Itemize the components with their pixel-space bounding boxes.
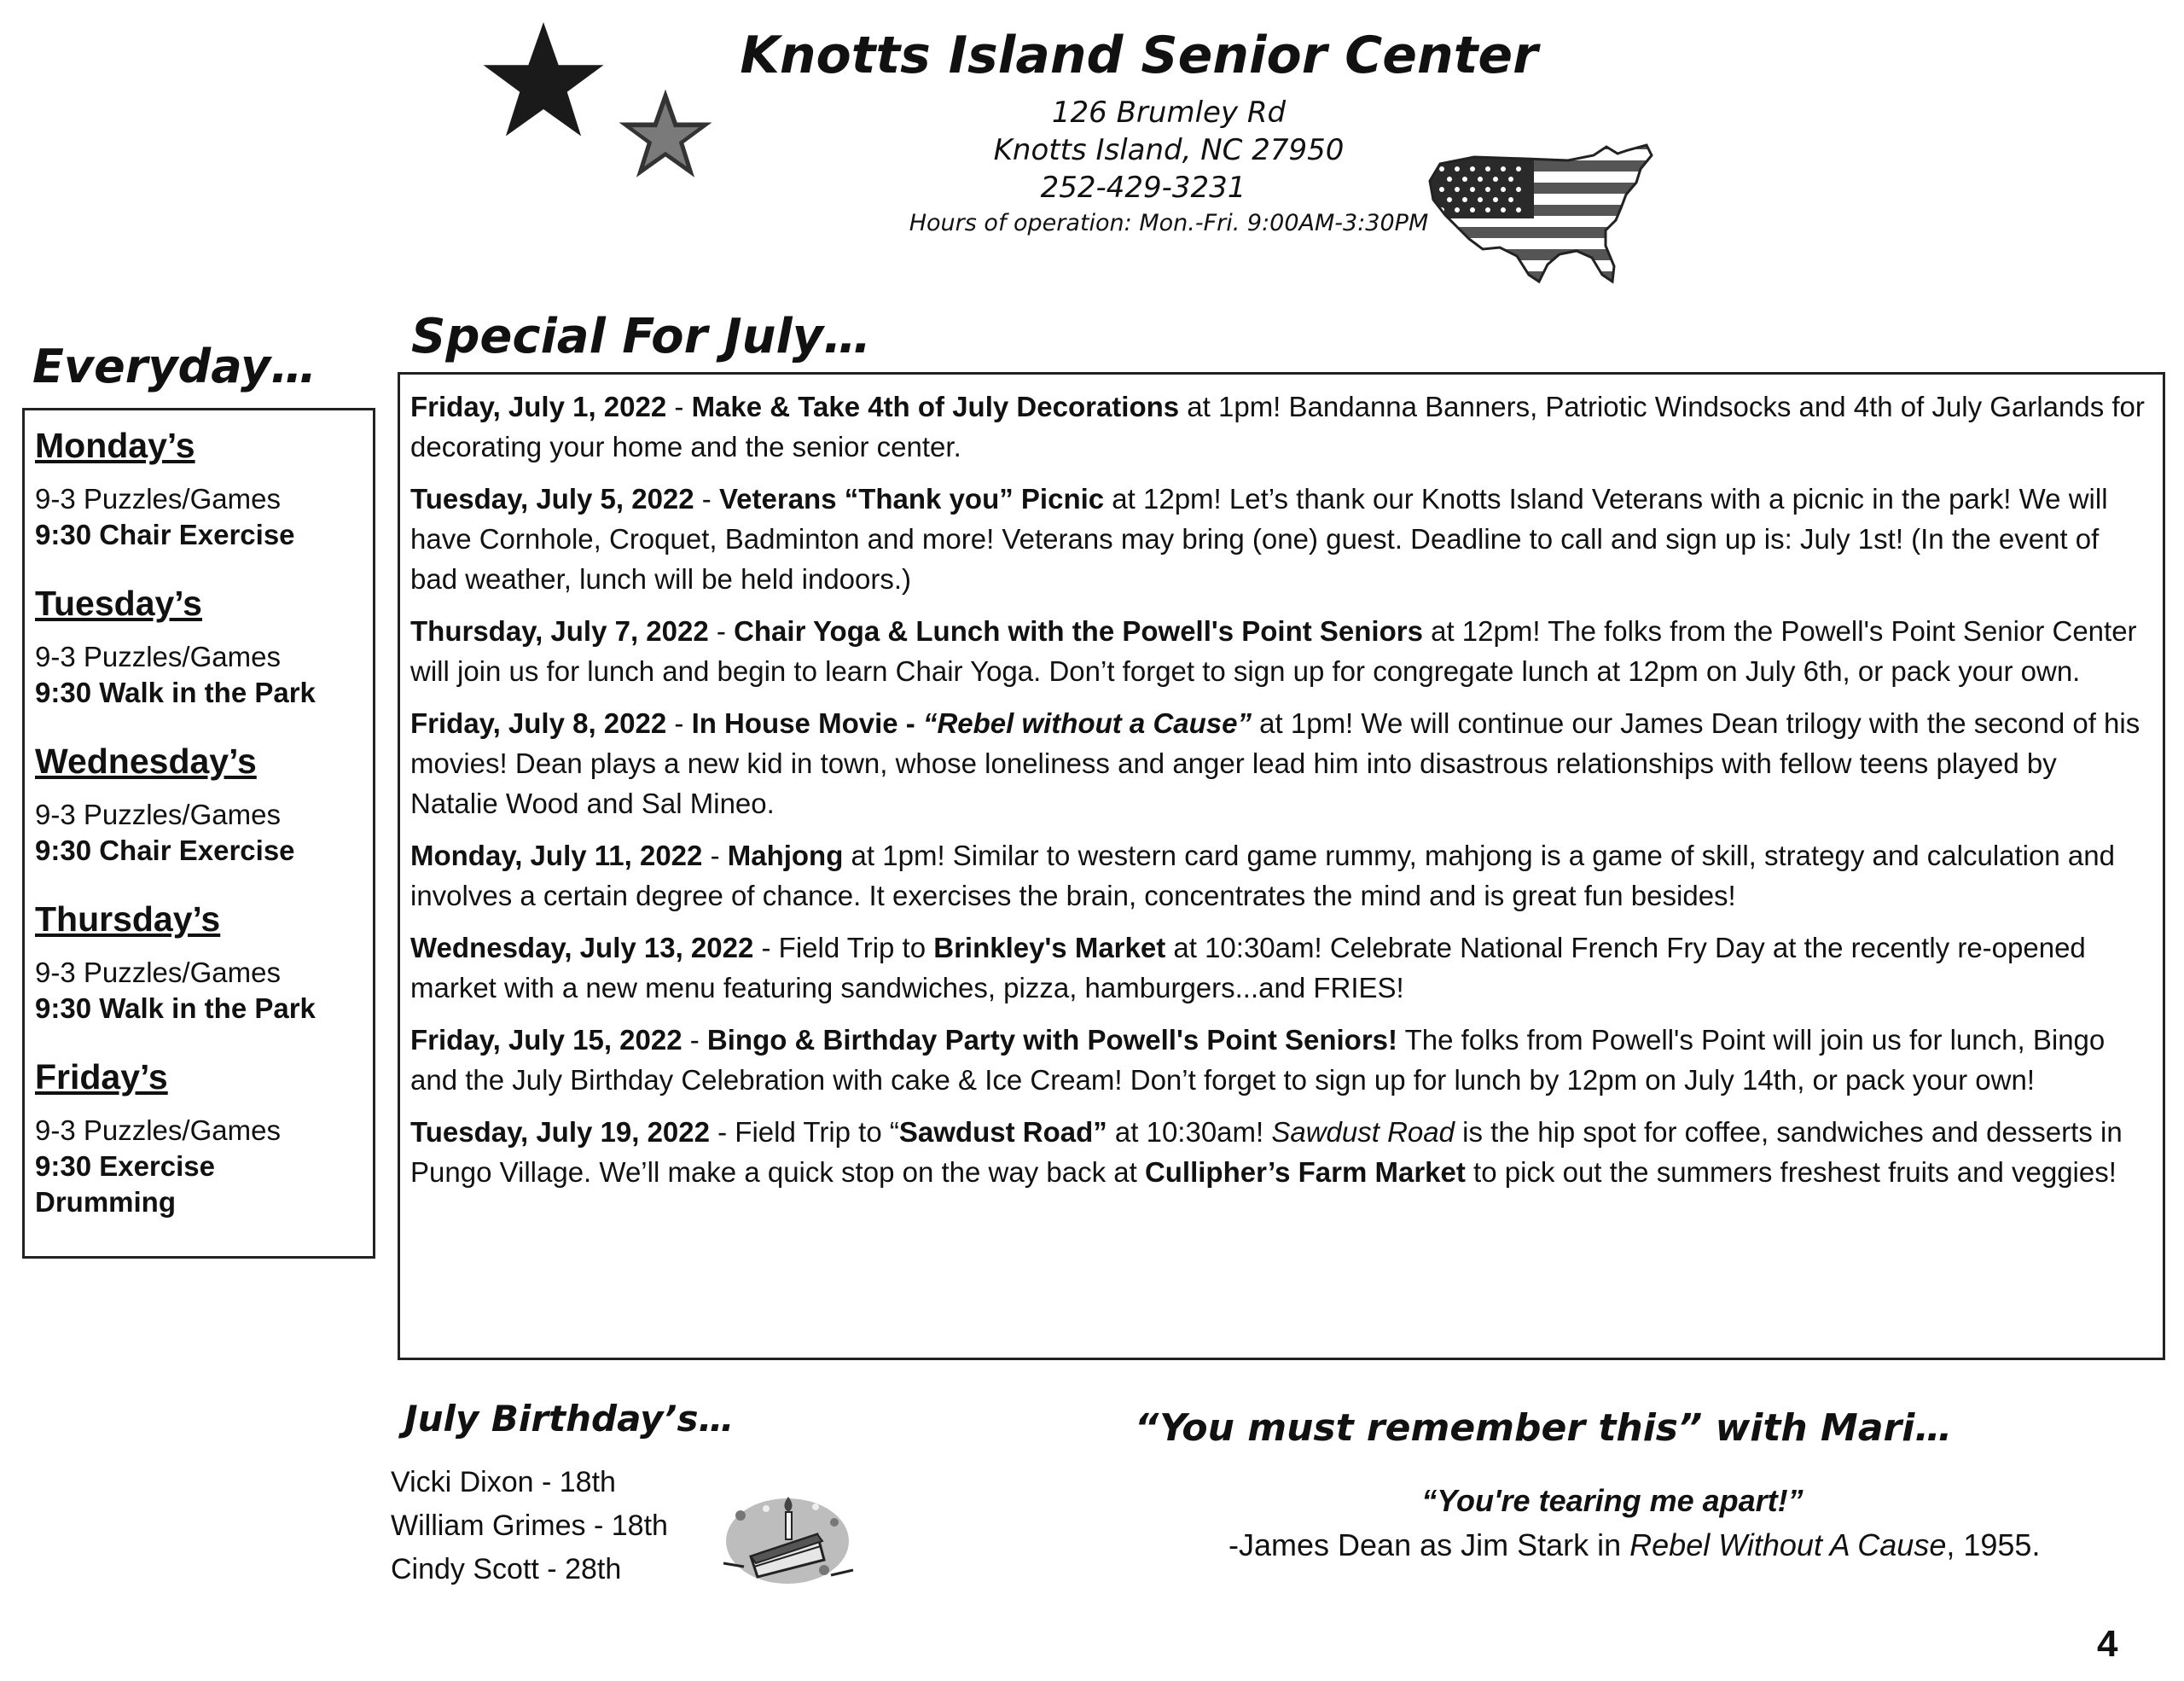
event-description: at 12pm! The folks from the Powell's Point Senior Center will join us for lunch and begin to learn Chair Yoga. Don’t forget to sign up for congregate lunch at 12pm on July 6th, or pack your own. [410, 615, 2137, 687]
event-description: at 1pm! Similar to western card game rummy, mahjong is a game of skill, strategy and calculation and involves a certain degree of chance. It exercises the brain, concentrates the mind and is great fun besides! [410, 840, 2115, 911]
day-block-wednesday [35, 742, 363, 869]
quote-attribution [1228, 1527, 2040, 1563]
page-number: 4 [2097, 1623, 2118, 1665]
event-separator: - Field Trip to [753, 932, 934, 963]
event-description: at 10:30am! [1107, 1116, 1272, 1148]
event-name: In House Movie - [691, 707, 923, 739]
event-item [410, 835, 2151, 916]
day-block-friday [35, 1057, 363, 1220]
event-item [410, 479, 2151, 599]
event-name: Bingo & Birthday Party with Powell's Point Seniors! [706, 1024, 1398, 1056]
day-title: Monday’s [35, 426, 195, 465]
event-name: Mahjong [727, 840, 844, 871]
quote-text: “You're tearing me apart!” [1421, 1483, 1804, 1518]
event-description: at 10:30am! Celebrate National French Fry Day at the recently re-opened market with a new menu featuring sandwiches, pizza, hamburgers...and FRIES! [410, 932, 2086, 1003]
event-date: Tuesday, July 5, 2022 [410, 483, 694, 515]
event-separator: - [694, 483, 719, 515]
event-separator: - Field Trip to “ [709, 1116, 899, 1148]
special-events-box [398, 372, 2165, 1360]
birthday-cake-icon [715, 1481, 860, 1592]
event-separator: - [702, 840, 728, 871]
day-title: Wednesday’s [35, 742, 257, 781]
birthday-item: Cindy Scott - 28th [391, 1553, 622, 1585]
quote-attribution-suffix: , 1955. [1946, 1527, 2041, 1562]
event-date: Friday, July 1, 2022 [410, 391, 667, 422]
event-item [410, 611, 2151, 691]
day-block-tuesday [35, 584, 363, 711]
event-description: The folks from Powell's Point will join us for lunch, Bingo and the July Birthday Celebration with cake & Ice Cream! Don’t forget to sign up for lunch by 12pm on July 14th, or pack your own! [410, 1024, 2106, 1096]
event-name: Chair Yoga & Lunch with the Powell's Point Seniors [734, 615, 1423, 647]
event-separator: - [682, 1024, 707, 1056]
event-name: Sawdust Road” [898, 1116, 1107, 1148]
event-item [410, 1020, 2151, 1100]
day-activity: 9-3 Puzzles/Games [35, 957, 281, 988]
phone-number: 252-429-3231 [1040, 171, 1246, 205]
event-name: Make & Take 4th of July Decorations [691, 391, 1180, 422]
day-activity: 9-3 Puzzles/Games [35, 799, 281, 830]
hours-of-operation: Hours of operation: Mon.-Fri. 9:00AM-3:30PM [909, 210, 1429, 236]
address-line-1: 126 Brumley Rd [1051, 96, 1287, 130]
event-name: Brinkley's Market [933, 932, 1166, 963]
event-date: Thursday, July 7, 2022 [410, 615, 709, 647]
special-for-july-title: Special For July… [411, 309, 872, 364]
event-description: at 12pm! Let’s thank our Knotts Island Veterans with a picnic in the park! We will have Cornhole, Croquet, Badminton and more! Veterans may bring (one) guest. Deadline to call and sign up is: July 1st! (In the event of bad weather, lunch will be held indoors.) [410, 483, 2108, 595]
day-activity-bold: 9:30 Exercise Drumming [35, 1150, 216, 1218]
day-activity: 9-3 Puzzles/Games [35, 483, 281, 515]
event-place-bold: Cullipher’s Farm Market [1144, 1156, 1466, 1188]
quote-movie-title: Rebel Without A Cause [1629, 1527, 1947, 1562]
day-activity: 9-3 Puzzles/Games [35, 641, 281, 672]
event-place-italic: Sawdust Road [1271, 1116, 1455, 1148]
birthday-item: William Grimes - 18th [391, 1509, 668, 1542]
event-separator: - [708, 615, 735, 647]
event-item [410, 1112, 2151, 1192]
usa-flag-map-icon [1423, 138, 1662, 288]
day-activity-bold: 9:30 Chair Exercise [35, 835, 295, 866]
everyday-title: Everyday… [32, 340, 317, 393]
quote-attribution-prefix: -James Dean as Jim Stark in [1228, 1527, 1630, 1562]
birthday-list [391, 1461, 668, 1591]
july-birthdays-title: July Birthday’s… [404, 1398, 735, 1440]
event-separator: - [666, 707, 692, 739]
event-date: Monday, July 11, 2022 [410, 840, 703, 871]
event-item [410, 928, 2151, 1008]
center-name: Knotts Island Senior Center [740, 26, 1538, 85]
day-activity-bold: 9:30 Chair Exercise [35, 519, 295, 550]
day-title: Tuesday’s [35, 584, 202, 623]
birthday-item: Vicki Dixon - 18th [391, 1466, 616, 1498]
address-line-2: Knotts Island, NC 27950 [993, 133, 1345, 167]
event-date: Friday, July 8, 2022 [410, 707, 667, 739]
day-activity-bold: 9:30 Walk in the Park [35, 677, 316, 708]
event-date: Friday, July 15, 2022 [410, 1024, 682, 1056]
everyday-schedule-box [22, 408, 375, 1259]
event-description-cont: is the hip spot for coffee, sandwiches and desserts in Pungo Village. We’ll make a quick stop on the way back at [410, 1116, 2123, 1188]
day-activity-bold: 9:30 Walk in the Park [35, 992, 316, 1024]
day-activity: 9-3 Puzzles/Games [35, 1114, 281, 1146]
event-item [410, 387, 2151, 467]
event-date: Wednesday, July 13, 2022 [410, 932, 754, 963]
event-description-end: to pick out the summers freshest fruits and veggies! [1465, 1156, 2117, 1188]
event-name: Veterans “Thank you” Picnic [718, 483, 1105, 515]
event-description: at 1pm! We will continue our James Dean trilogy with the second of his movies! Dean plays a new kid in town, whose loneliness and anger lead him into disastrous relationships with fellow teens played by Natalie Wood and Sal Mineo. [410, 707, 2140, 819]
event-date: Tuesday, July 19, 2022 [410, 1116, 710, 1148]
day-title: Thursday’s [35, 899, 221, 939]
quote-section-title: “You must remember this” with Mari… [1135, 1406, 1953, 1450]
day-title: Friday’s [35, 1057, 168, 1096]
event-description: at 1pm! Bandanna Banners, Patriotic Windsocks and 4th of July Garlands for decorating your home and the senior center. [410, 391, 2145, 462]
event-movie-title: “Rebel without a Cause” [922, 707, 1252, 739]
event-separator: - [666, 391, 692, 422]
day-block-monday [35, 426, 363, 553]
day-block-thursday [35, 899, 363, 1027]
event-item [410, 703, 2151, 823]
